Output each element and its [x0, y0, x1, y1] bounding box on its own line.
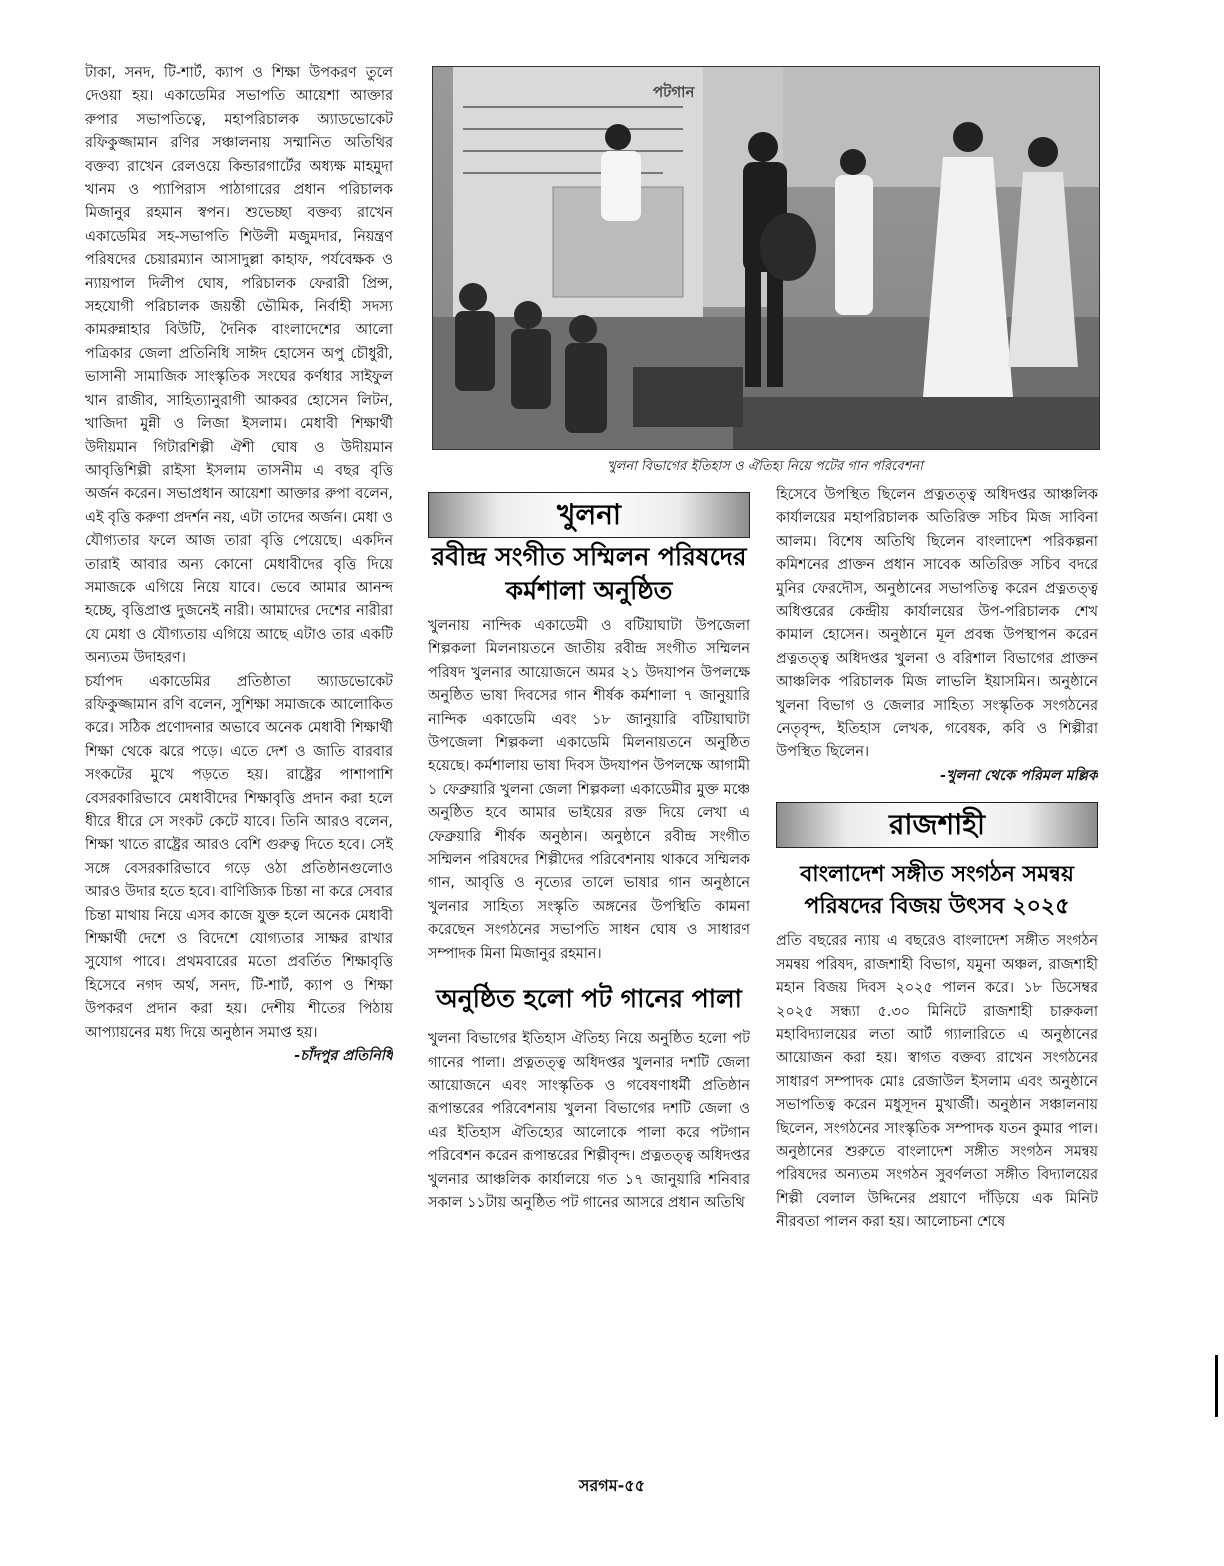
khulna-headline-1: রবীন্দ্র সংগীত সম্মিলন পরিষদের কর্মশালা অনুষ্ঠিত	[431, 542, 747, 605]
left-article-body-2: চর্যাপদ একাডেমির প্রতিষ্ঠাতা অ্যাডভোকেট রফিকুজ্জামান রণি বলেন, সুশিক্ষা সমাজকে আলোকিত করে। সঠিক প্রণোদনার অভাবে অনেক মেধাবী শিক্ষার্থী শিক্ষা থেকে ঝরে পড়ে। এতে দেশ ও জাতি বারবার সংকটের মুখে পড়তে হয়। রাষ্ট্রের পাশাপাশি বেসরকারিভাবে মেধাবীদের শিক্ষাবৃত্তি প্রদান করা হলে ধীরে ধীরে সে সংকট কেটে যাবে। তিনি আরও বলেন, শিক্ষা খাতে রাষ্ট্রের আরও বেশি গুরুত্ব দিতে হবে। সেই সঙ্গে বেসরকারিভাবে গড়ে ওঠা প্রতিষ্ঠানগুলোও আরও উদার হতে হবে। বাণিজ্যিক চিন্তা না করে সেবার চিন্তা মাথায় নিয়ে এসব কাজে যুক্ত হলে অনেক মেধাবী শিক্ষার্থী দেশে ও বিদেশে যোগ্যতার সাক্ষর রাখার সুযোগ পাবে। প্রথমবারের মতো প্রবর্তিত শিক্ষাবৃত্তি হিসেবে নগদ অর্থ, সনদ, টি-শার্ট, ক্যাপ ও শিক্ষা উপকরণ প্রদান করা হয়। দেশীয় শীতের পিঠায় আপ্যায়নের মধ্য দিয়ে অনুষ্ঠান সমাপ্ত হয়।	[85, 673, 393, 1041]
khulna-article-1: খুলনায় নান্দিক একাডেমী ও বটিয়াঘাটা উপজেলা শিল্পকলা মিলনায়তনে জাতীয় রবীন্দ্র সংগীত সম্মিলন পরিষদ খুলনার আয়োজনে অমর ২১ উদযাপন উপলক্ষে অনুষ্ঠিত ভাষা দিবসের গান শীর্ষক কর্মশালা ৭ জানুয়ারি নান্দিক একাডেমি এবং ১৮ জানুয়ারি বটিয়াঘাটা উপজেলা শিল্পকলা একাডেমি মিলনায়তনে অনুষ্ঠিত হয়েছে। কর্মশালায় ভাষা দিবস উদযাপন উপলক্ষে আগামী ১ ফেব্রুয়ারি খুলনা জেলা শিল্পকলা একাডেমীর মুক্ত মঞ্চে অনুষ্ঠিত হবে আমার ভাইয়ের রক্ত দিয়ে লেখা এ ফেব্রুয়ারি শীর্ষক অনুষ্ঠান। অনুষ্ঠানে রবীন্দ্র সংগীত সম্মিলন পরিষদের শিল্পীদের পরিবেশনায় থাকবে সম্মিলক গান, আবৃত্তি ও নৃত্যের তালে ভাষার গান অনুষ্ঠানে খুলনার সাহিত্য সংস্কৃতি অঙ্গনের উপস্থিতি কামনা করেছেন সংগঠনের সভাপতি সাধন ঘোষ ও সাধারণ সম্পাদক মিনা মিজানুর রহমান।	[428, 618, 750, 962]
performance-photo	[432, 66, 1100, 450]
middle-column	[428, 615, 750, 1215]
page-edge-mark	[1215, 1355, 1218, 1417]
page-number: সরগম-৫৫	[578, 1476, 646, 1495]
backdrop-title: পটগান	[653, 83, 695, 101]
khulna-article-2-continued: হিসেবে উপস্থিত ছিলেন প্রত্নতত্ত্ব অধিদপ্তর আঞ্চলিক কার্যালয়ের মহাপরিচালক অতিরিক্ত সচিব মিজ সাবিনা আলম। বিশেষ অতিথি ছিলেন বাংলাদেশ পরিকল্পনা কমিশনের প্রাক্তন প্রধান সাবেক অতিরিক্ত সচিব বদরে মুনির ফেরদৌস, অনুষ্ঠানের সভাপতিত্ব করেন প্রত্নতত্ত্ব অধিপ্তরের কেন্দ্রীয় কার্যালয়ের উপ-পরিচালক শেখ কামাল হোসেন। অনুষ্ঠানে মূল প্রবন্ধ উপস্থাপন করেন প্রত্নতত্ত্ব অধিদপ্তর খুলনা ও বরিশাল বিভাগের প্রাক্তন আঞ্চলিক পরিচালক মিজ লাভলি ইয়াসমিন। অনুষ্ঠানে খুলনা বিভাগ ও জেলার সাহিত্য সংস্কৃতিক সংগঠনের নেতৃবৃন্দ, ইতিহাস লেখক, গবেষক, কবি ও শিল্পীরা উপস্থিত ছিলেন।	[776, 487, 1098, 761]
photo-illustration	[433, 67, 1099, 449]
left-article-byline: -চাঁদপুর প্রতিনিধি	[294, 1048, 393, 1065]
section-banner-khulna: খুলনা	[428, 492, 750, 538]
left-column	[85, 62, 393, 1402]
drum	[760, 213, 816, 281]
rajshahi-article: প্রতি বছরের ন্যায় এ বছরেও বাংলাদেশ সঙ্গীত সংগঠন সমন্বয় পরিষদ, রাজশাহী বিভাগ, যমুনা অঞ্চল, রাজশাহী মহান বিজয় দিবস ২০২৫ পালন করে। ১৮ ডিসেম্বর ২০২৫ সন্ধ্যা ৫.৩০ মিনিটে রাজশাহী চারুকলা মহাবিদ্যালয়ের লতা আর্ট গ্যালারিতে এ অনুষ্ঠানের আয়োজন করা হয়। স্বাগত বক্তব্য রাখেন সংগঠনের সাধারণ সম্পাদক মোঃ রেজাউল ইসলাম এবং অনুষ্ঠানে সভাপতিত্ব করেন মধুসূদন মুখার্জী। অনুষ্ঠান সঞ্চালনায় ছিলেন, সংগঠনের সাংস্কৃতিক সম্পাদক যতন কুমার পাল। অনুষ্ঠানের শুরুতে বাংলাদেশ সঙ্গীত সংগঠন সমন্বয় পরিষদের অন্যতম সংগঠন সুবর্ণলতা সঙ্গীত বিদ্যালয়ের শিল্পী বেলাল উদ্দিনের প্রয়াণে দাঁড়িয়ে এক মিনিট নীরবতা পালন করা হয়। আলোচনা শেষে	[776, 933, 1098, 1231]
right-column	[776, 484, 1098, 1235]
rajshahi-headline: বাংলাদেশ সঙ্গীত সংগঠন সমন্বয় পরিষদের বিজয় উৎসব ২০২৫	[800, 861, 1074, 920]
khulna-byline: -খুলনা থেকে পরিমল মল্লিক	[940, 767, 1098, 784]
khulna-headline-2: অনুষ্ঠিত হলো পট গানের পালা	[436, 984, 742, 1014]
photo-caption: খুলনা বিভাগের ইতিহাস ও ঐতিহ্য নিয়ে পটের গান পরিবেশনা	[607, 459, 923, 474]
khulna-article-2: খুলনা বিভাগের ইতিহাস ঐতিহ্য নিয়ে অনুষ্ঠিত হলো পট গানের পালা। প্রত্নতত্ত্ব অধিদপ্তর খুলনার দশটি জেলা আয়োজনে এবং সাংস্কৃতিক ও গবেষণাধর্মী প্রতিষ্ঠান রূপান্তরের পরিবেশনায় খুলনা বিভাগের দশটি জেলা ও এর ইতিহাস ঐতিহ্যের আলোকে পালা করে পটগান পরিবেশন করেন রূপান্তরের শিল্পীবৃন্দ। প্রত্নতত্ত্ব অধিদপ্তর খুলনার আঞ্চলিক কার্যালয়ে গত ১৭ জানুয়ারি শনিবার সকাল ১১টায় অনুষ্ঠিত পট গানের আসরে প্রধান অতিথি	[428, 1031, 750, 1211]
section-banner-rajshahi: রাজশাহী	[776, 802, 1098, 848]
harmonium	[633, 367, 743, 427]
left-article-body: টাকা, সনদ, টি-শার্ট, ক্যাপ ও শিক্ষা উপকরণ তুলে দেওয়া হয়। একাডেমির সভাপতি আয়েশা আক্তার রুপার সভাপতিত্বে, মহাপরিচালক অ্যাডভোকেট রফিকুজ্জামান রণির সঞ্চালনায় সম্মানিত অতিথির বক্তব্য রাখেন রেলওয়ে কিন্ডারগার্টের অধ্যক্ষ মাহমুদা খানম ও প্যাপিরাস পাঠাগারের প্রধান পরিচালক মিজানুর রহমান স্বপন। শুভেচ্ছা বক্তব্য রাখেন একাডেমির সহ-সভাপতি শিউলী মজুমদার, নিয়ন্ত্রণ পরিষদের চেয়ারম্যান আসাদুল্লা কাহাফ, পর্যবেক্ষক ও ন্যায়পাল দিলীপ ঘোষ, পরিচালক ফেরারী প্রিন্স, সহযোগী পরিচালক জয়ন্তী ভৌমিক, নির্বাহী সদস্য কামরুন্নাহার বিউটি, দৈনিক বাংলাদেশের আলো পত্রিকার জেলা প্রতিনিধি সাঈদ হোসেন অপু চৌধুরী, ভাসানী সামাজিক সাংস্কৃতিক সংঘের কর্ণধার সাইফুল খান রাজীব, সাহিত্যানুরাগী আকবর হোসেন লিটন, খাজিদা মুন্নী ও লিজা ইসলাম। মেধাবী শিক্ষার্থী উদীয়মান গিটারশিল্পী ঐশী ঘোষ ও উদীয়মান আবৃত্তিশিল্পী রাইসা ইসলাম তাসনীম এ বছর বৃত্তি অর্জন করেন। সভাপ্রধান আয়েশা আক্তার রুপা বলেন, এই বৃত্তি করুণা প্রদর্শন নয়, এটা তাদের অর্জন। মেধা ও যৌগ্যতার ফলে আজ তারা বৃত্তি পেয়েছে। একদিন তারাই আবার অন্য কোনো মেধাবীদের বৃত্তি দিয়ে সমাজকে এগিয়ে নিয়ে যাবে। ভেবে আমার আনন্দ হচ্ছে, বৃত্তিপ্রাপ্ত দুজনেই নারী। আমাদের দেশের নারীরা যে মেধা ও যৌগ্যতায় এগিয়ে আছে এটাও তার একটি অন্যতম উদাহরণ।	[85, 65, 393, 667]
